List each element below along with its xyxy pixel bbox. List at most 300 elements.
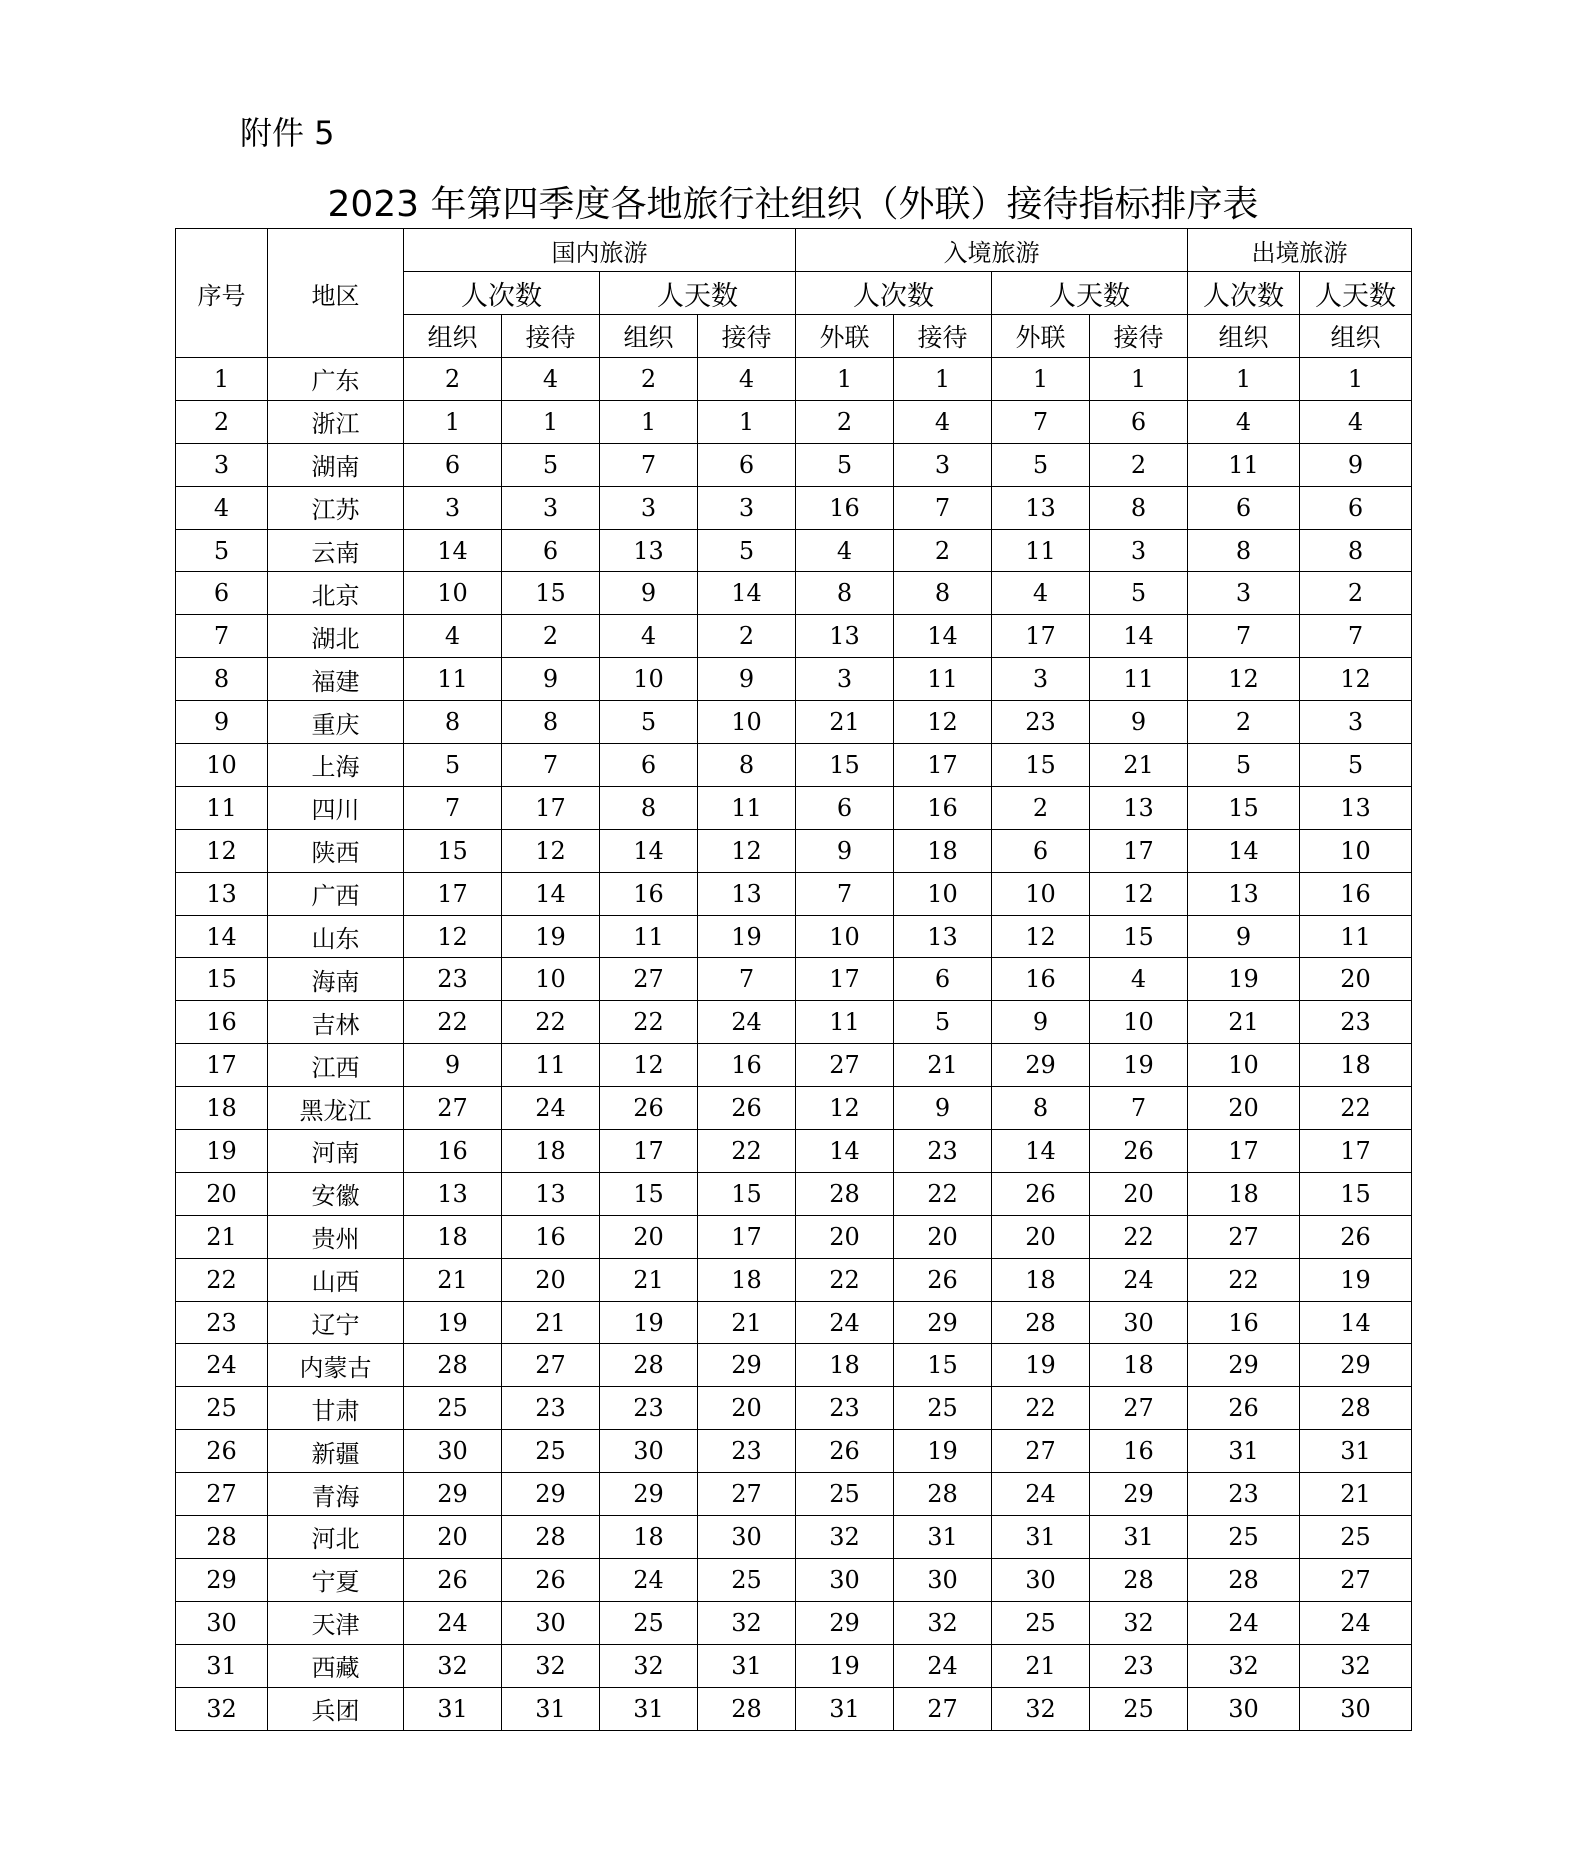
row-rank-cell: 5 — [992, 443, 1090, 486]
row-region-cell: 陕西 — [268, 829, 404, 872]
row-rank-cell: 31 — [1300, 1430, 1412, 1473]
row-region-cell: 山西 — [268, 1258, 404, 1301]
row-region-cell: 青海 — [268, 1473, 404, 1516]
row-rank-cell: 29 — [698, 1344, 796, 1387]
row-rank-cell: 12 — [1090, 872, 1188, 915]
row-rank-cell: 5 — [698, 529, 796, 572]
header-seq: 序号 — [176, 229, 268, 358]
table-row — [176, 1430, 1412, 1473]
row-rank-cell: 29 — [600, 1473, 698, 1516]
table-body — [176, 358, 1412, 1731]
row-rank-cell: 11 — [600, 915, 698, 958]
row-rank-cell: 5 — [894, 1001, 992, 1044]
row-rank-cell: 18 — [894, 829, 992, 872]
row-rank-cell: 26 — [1188, 1387, 1300, 1430]
row-rank-cell: 25 — [698, 1558, 796, 1601]
header-domestic-person-times: 人次数 — [404, 272, 600, 315]
row-rank-cell: 27 — [796, 1044, 894, 1087]
row-rank-cell: 11 — [1188, 443, 1300, 486]
row-region-cell: 宁夏 — [268, 1558, 404, 1601]
row-rank-cell: 3 — [992, 658, 1090, 701]
row-rank-cell: 16 — [992, 958, 1090, 1001]
table-row — [176, 829, 1412, 872]
row-rank-cell: 12 — [502, 829, 600, 872]
row-seq-cell: 25 — [176, 1387, 268, 1430]
row-rank-cell: 2 — [992, 786, 1090, 829]
table-row — [176, 701, 1412, 744]
row-rank-cell: 29 — [502, 1473, 600, 1516]
row-rank-cell: 9 — [992, 1001, 1090, 1044]
row-seq-cell: 27 — [176, 1473, 268, 1516]
row-rank-cell: 2 — [1188, 701, 1300, 744]
row-rank-cell: 25 — [894, 1387, 992, 1430]
header-outbound-person-days: 人天数 — [1300, 272, 1412, 315]
row-rank-cell: 4 — [1090, 958, 1188, 1001]
row-rank-cell: 27 — [1188, 1215, 1300, 1258]
row-rank-cell: 32 — [1300, 1644, 1412, 1687]
row-rank-cell: 21 — [698, 1301, 796, 1344]
row-rank-cell: 31 — [796, 1687, 894, 1730]
row-rank-cell: 1 — [404, 400, 502, 443]
table-row — [176, 529, 1412, 572]
row-rank-cell: 23 — [894, 1130, 992, 1173]
row-rank-cell: 32 — [796, 1516, 894, 1559]
row-rank-cell: 11 — [796, 1001, 894, 1044]
row-rank-cell: 22 — [404, 1001, 502, 1044]
row-seq-cell: 23 — [176, 1301, 268, 1344]
row-rank-cell: 16 — [502, 1215, 600, 1258]
row-rank-cell: 3 — [1188, 572, 1300, 615]
row-seq-cell: 17 — [176, 1044, 268, 1087]
row-rank-cell: 24 — [992, 1473, 1090, 1516]
row-rank-cell: 25 — [1188, 1516, 1300, 1559]
row-rank-cell: 6 — [502, 529, 600, 572]
row-seq-cell: 26 — [176, 1430, 268, 1473]
row-rank-cell: 3 — [1090, 529, 1188, 572]
row-rank-cell: 27 — [698, 1473, 796, 1516]
row-rank-cell: 28 — [894, 1473, 992, 1516]
row-rank-cell: 21 — [1188, 1001, 1300, 1044]
row-rank-cell: 20 — [796, 1215, 894, 1258]
table-row — [176, 1044, 1412, 1087]
row-rank-cell: 26 — [796, 1430, 894, 1473]
row-rank-cell: 30 — [1188, 1687, 1300, 1730]
header-inbound-days-external: 外联 — [992, 315, 1090, 358]
row-rank-cell: 14 — [796, 1130, 894, 1173]
row-rank-cell: 13 — [894, 915, 992, 958]
row-rank-cell: 8 — [1188, 529, 1300, 572]
row-rank-cell: 21 — [992, 1644, 1090, 1687]
row-rank-cell: 12 — [1188, 658, 1300, 701]
row-rank-cell: 15 — [502, 572, 600, 615]
table-row — [176, 958, 1412, 1001]
row-rank-cell: 20 — [992, 1215, 1090, 1258]
table-row — [176, 572, 1412, 615]
row-rank-cell: 32 — [502, 1644, 600, 1687]
row-rank-cell: 30 — [404, 1430, 502, 1473]
table-row — [176, 1258, 1412, 1301]
row-region-cell: 广东 — [268, 358, 404, 401]
row-rank-cell: 3 — [1300, 701, 1412, 744]
row-rank-cell: 5 — [404, 744, 502, 787]
row-region-cell: 天津 — [268, 1601, 404, 1644]
row-rank-cell: 16 — [404, 1130, 502, 1173]
row-rank-cell: 29 — [404, 1473, 502, 1516]
row-rank-cell: 25 — [1090, 1687, 1188, 1730]
row-seq-cell: 12 — [176, 829, 268, 872]
table-row — [176, 1087, 1412, 1130]
row-rank-cell: 1 — [698, 400, 796, 443]
row-rank-cell: 6 — [404, 443, 502, 486]
row-rank-cell: 8 — [992, 1087, 1090, 1130]
row-rank-cell: 3 — [404, 486, 502, 529]
row-rank-cell: 8 — [1090, 486, 1188, 529]
row-rank-cell: 31 — [502, 1687, 600, 1730]
row-rank-cell: 2 — [600, 358, 698, 401]
row-rank-cell: 20 — [502, 1258, 600, 1301]
row-rank-cell: 22 — [1090, 1215, 1188, 1258]
row-region-cell: 上海 — [268, 744, 404, 787]
row-rank-cell: 15 — [1090, 915, 1188, 958]
row-rank-cell: 27 — [404, 1087, 502, 1130]
row-rank-cell: 22 — [1300, 1087, 1412, 1130]
row-rank-cell: 23 — [796, 1387, 894, 1430]
row-rank-cell: 2 — [796, 400, 894, 443]
row-seq-cell: 5 — [176, 529, 268, 572]
row-rank-cell: 18 — [1090, 1344, 1188, 1387]
header-inbound-person-times: 人次数 — [796, 272, 992, 315]
row-rank-cell: 21 — [404, 1258, 502, 1301]
row-rank-cell: 27 — [992, 1430, 1090, 1473]
row-rank-cell: 3 — [502, 486, 600, 529]
row-region-cell: 甘肃 — [268, 1387, 404, 1430]
row-region-cell: 湖北 — [268, 615, 404, 658]
row-seq-cell: 29 — [176, 1558, 268, 1601]
row-rank-cell: 24 — [894, 1644, 992, 1687]
row-rank-cell: 4 — [698, 358, 796, 401]
row-rank-cell: 5 — [1090, 572, 1188, 615]
row-rank-cell: 30 — [698, 1516, 796, 1559]
table-row — [176, 872, 1412, 915]
row-seq-cell: 13 — [176, 872, 268, 915]
row-rank-cell: 13 — [698, 872, 796, 915]
table-row — [176, 1215, 1412, 1258]
row-rank-cell: 16 — [796, 486, 894, 529]
header-domestic-days-receive: 接待 — [698, 315, 796, 358]
table-row — [176, 358, 1412, 401]
row-rank-cell: 13 — [796, 615, 894, 658]
row-rank-cell: 19 — [1188, 958, 1300, 1001]
row-rank-cell: 24 — [404, 1601, 502, 1644]
row-rank-cell: 17 — [894, 744, 992, 787]
row-rank-cell: 22 — [698, 1130, 796, 1173]
row-rank-cell: 10 — [894, 872, 992, 915]
table-row — [176, 1558, 1412, 1601]
table-row — [176, 915, 1412, 958]
row-rank-cell: 12 — [698, 829, 796, 872]
row-rank-cell: 28 — [1188, 1558, 1300, 1601]
row-rank-cell: 6 — [894, 958, 992, 1001]
row-rank-cell: 28 — [992, 1301, 1090, 1344]
row-rank-cell: 28 — [1090, 1558, 1188, 1601]
row-rank-cell: 20 — [404, 1516, 502, 1559]
header-region: 地区 — [268, 229, 404, 358]
row-rank-cell: 31 — [600, 1687, 698, 1730]
row-rank-cell: 21 — [1090, 744, 1188, 787]
row-region-cell: 黑龙江 — [268, 1087, 404, 1130]
row-rank-cell: 4 — [796, 529, 894, 572]
row-rank-cell: 25 — [502, 1430, 600, 1473]
row-rank-cell: 6 — [600, 744, 698, 787]
row-rank-cell: 4 — [502, 358, 600, 401]
row-rank-cell: 7 — [404, 786, 502, 829]
row-rank-cell: 12 — [992, 915, 1090, 958]
row-rank-cell: 29 — [1300, 1344, 1412, 1387]
row-rank-cell: 1 — [894, 358, 992, 401]
row-rank-cell: 9 — [796, 829, 894, 872]
row-seq-cell: 32 — [176, 1687, 268, 1730]
row-rank-cell: 7 — [502, 744, 600, 787]
row-rank-cell: 30 — [600, 1430, 698, 1473]
row-region-cell: 云南 — [268, 529, 404, 572]
row-rank-cell: 7 — [698, 958, 796, 1001]
table-row — [176, 1516, 1412, 1559]
row-rank-cell: 12 — [1300, 658, 1412, 701]
header-domestic: 国内旅游 — [404, 229, 796, 272]
row-rank-cell: 15 — [992, 744, 1090, 787]
row-seq-cell: 30 — [176, 1601, 268, 1644]
row-rank-cell: 7 — [600, 443, 698, 486]
row-rank-cell: 7 — [992, 400, 1090, 443]
row-rank-cell: 10 — [698, 701, 796, 744]
row-rank-cell: 15 — [698, 1172, 796, 1215]
row-rank-cell: 24 — [796, 1301, 894, 1344]
row-seq-cell: 20 — [176, 1172, 268, 1215]
row-rank-cell: 14 — [1188, 829, 1300, 872]
row-rank-cell: 18 — [404, 1215, 502, 1258]
row-rank-cell: 27 — [894, 1687, 992, 1730]
row-region-cell: 贵州 — [268, 1215, 404, 1258]
row-rank-cell: 24 — [1300, 1601, 1412, 1644]
row-seq-cell: 7 — [176, 615, 268, 658]
row-rank-cell: 10 — [1090, 1001, 1188, 1044]
row-rank-cell: 30 — [992, 1558, 1090, 1601]
row-rank-cell: 30 — [796, 1558, 894, 1601]
row-seq-cell: 10 — [176, 744, 268, 787]
row-rank-cell: 21 — [796, 701, 894, 744]
row-rank-cell: 7 — [1300, 615, 1412, 658]
row-rank-cell: 17 — [404, 872, 502, 915]
row-rank-cell: 2 — [404, 358, 502, 401]
row-rank-cell: 25 — [992, 1601, 1090, 1644]
row-rank-cell: 14 — [992, 1130, 1090, 1173]
row-rank-cell: 18 — [1188, 1172, 1300, 1215]
row-seq-cell: 4 — [176, 486, 268, 529]
row-rank-cell: 22 — [502, 1001, 600, 1044]
row-rank-cell: 1 — [796, 358, 894, 401]
row-rank-cell: 14 — [1090, 615, 1188, 658]
row-rank-cell: 28 — [502, 1516, 600, 1559]
row-rank-cell: 11 — [894, 658, 992, 701]
row-rank-cell: 31 — [894, 1516, 992, 1559]
row-rank-cell: 13 — [1300, 786, 1412, 829]
row-rank-cell: 11 — [502, 1044, 600, 1087]
table-row — [176, 1473, 1412, 1516]
row-rank-cell: 30 — [894, 1558, 992, 1601]
row-rank-cell: 23 — [698, 1430, 796, 1473]
row-rank-cell: 12 — [796, 1087, 894, 1130]
row-rank-cell: 11 — [698, 786, 796, 829]
row-rank-cell: 4 — [992, 572, 1090, 615]
row-rank-cell: 30 — [502, 1601, 600, 1644]
row-region-cell: 四川 — [268, 786, 404, 829]
row-rank-cell: 30 — [1090, 1301, 1188, 1344]
row-rank-cell: 32 — [600, 1644, 698, 1687]
row-rank-cell: 17 — [1090, 829, 1188, 872]
row-rank-cell: 1 — [502, 400, 600, 443]
row-rank-cell: 23 — [1090, 1644, 1188, 1687]
row-region-cell: 北京 — [268, 572, 404, 615]
row-rank-cell: 8 — [600, 786, 698, 829]
row-rank-cell: 9 — [600, 572, 698, 615]
row-rank-cell: 7 — [1188, 615, 1300, 658]
row-rank-cell: 8 — [796, 572, 894, 615]
row-rank-cell: 21 — [894, 1044, 992, 1087]
table-row — [176, 1687, 1412, 1730]
table-row — [176, 1172, 1412, 1215]
table-row — [176, 744, 1412, 787]
row-rank-cell: 12 — [894, 701, 992, 744]
header-domestic-days-organize: 组织 — [600, 315, 698, 358]
row-rank-cell: 9 — [404, 1044, 502, 1087]
table-row — [176, 1301, 1412, 1344]
row-rank-cell: 25 — [796, 1473, 894, 1516]
row-region-cell: 江西 — [268, 1044, 404, 1087]
row-rank-cell: 2 — [1300, 572, 1412, 615]
row-rank-cell: 23 — [1188, 1473, 1300, 1516]
row-rank-cell: 23 — [600, 1387, 698, 1430]
row-rank-cell: 17 — [502, 786, 600, 829]
table-row — [176, 658, 1412, 701]
row-rank-cell: 18 — [502, 1130, 600, 1173]
row-rank-cell: 32 — [404, 1644, 502, 1687]
row-rank-cell: 5 — [796, 443, 894, 486]
row-rank-cell: 1 — [992, 358, 1090, 401]
row-rank-cell: 25 — [600, 1601, 698, 1644]
row-rank-cell: 15 — [796, 744, 894, 787]
row-rank-cell: 14 — [1300, 1301, 1412, 1344]
row-seq-cell: 14 — [176, 915, 268, 958]
row-seq-cell: 8 — [176, 658, 268, 701]
row-rank-cell: 14 — [600, 829, 698, 872]
table-row — [176, 615, 1412, 658]
row-rank-cell: 28 — [404, 1344, 502, 1387]
row-rank-cell: 24 — [698, 1001, 796, 1044]
row-rank-cell: 3 — [894, 443, 992, 486]
row-rank-cell: 13 — [404, 1172, 502, 1215]
row-rank-cell: 11 — [1300, 915, 1412, 958]
row-rank-cell: 24 — [1090, 1258, 1188, 1301]
row-rank-cell: 10 — [1188, 1044, 1300, 1087]
row-rank-cell: 31 — [404, 1687, 502, 1730]
row-rank-cell: 18 — [600, 1516, 698, 1559]
row-rank-cell: 27 — [502, 1344, 600, 1387]
row-rank-cell: 32 — [894, 1601, 992, 1644]
row-seq-cell: 2 — [176, 400, 268, 443]
row-rank-cell: 28 — [600, 1344, 698, 1387]
row-rank-cell: 15 — [600, 1172, 698, 1215]
row-rank-cell: 16 — [1188, 1301, 1300, 1344]
row-seq-cell: 22 — [176, 1258, 268, 1301]
row-rank-cell: 14 — [502, 872, 600, 915]
row-rank-cell: 29 — [796, 1601, 894, 1644]
header-inbound-days-receive: 接待 — [1090, 315, 1188, 358]
row-rank-cell: 11 — [404, 658, 502, 701]
row-rank-cell: 6 — [796, 786, 894, 829]
row-rank-cell: 12 — [404, 915, 502, 958]
row-rank-cell: 5 — [502, 443, 600, 486]
row-rank-cell: 1 — [1188, 358, 1300, 401]
row-rank-cell: 14 — [894, 615, 992, 658]
row-rank-cell: 13 — [600, 529, 698, 572]
row-rank-cell: 26 — [1090, 1130, 1188, 1173]
row-rank-cell: 9 — [502, 658, 600, 701]
table-row — [176, 786, 1412, 829]
row-rank-cell: 2 — [1090, 443, 1188, 486]
row-rank-cell: 23 — [404, 958, 502, 1001]
row-rank-cell: 11 — [1090, 658, 1188, 701]
row-region-cell: 江苏 — [268, 486, 404, 529]
row-rank-cell: 32 — [1188, 1644, 1300, 1687]
row-rank-cell: 19 — [796, 1644, 894, 1687]
row-rank-cell: 1 — [1090, 358, 1188, 401]
table-row — [176, 1601, 1412, 1644]
row-rank-cell: 3 — [698, 486, 796, 529]
table-row — [176, 443, 1412, 486]
row-rank-cell: 15 — [894, 1344, 992, 1387]
row-rank-cell: 13 — [992, 486, 1090, 529]
row-rank-cell: 22 — [1188, 1258, 1300, 1301]
row-rank-cell: 19 — [992, 1344, 1090, 1387]
row-seq-cell: 19 — [176, 1130, 268, 1173]
row-rank-cell: 3 — [600, 486, 698, 529]
row-rank-cell: 19 — [600, 1301, 698, 1344]
row-rank-cell: 6 — [1090, 400, 1188, 443]
page-title: 2023 年第四季度各地旅行社组织（外联）接待指标排序表 — [327, 184, 1259, 225]
row-rank-cell: 5 — [1300, 744, 1412, 787]
header-outbound-days-organize: 组织 — [1300, 315, 1412, 358]
table-row — [176, 1387, 1412, 1430]
row-rank-cell: 21 — [502, 1301, 600, 1344]
table-row — [176, 1344, 1412, 1387]
row-seq-cell: 11 — [176, 786, 268, 829]
row-rank-cell: 8 — [404, 701, 502, 744]
row-seq-cell: 31 — [176, 1644, 268, 1687]
row-rank-cell: 10 — [796, 915, 894, 958]
row-rank-cell: 25 — [404, 1387, 502, 1430]
row-rank-cell: 7 — [1090, 1087, 1188, 1130]
row-rank-cell: 31 — [698, 1644, 796, 1687]
header-outbound-person-times: 人次数 — [1188, 272, 1300, 315]
row-seq-cell: 16 — [176, 1001, 268, 1044]
header-inbound-times-external: 外联 — [796, 315, 894, 358]
row-rank-cell: 14 — [698, 572, 796, 615]
row-rank-cell: 4 — [404, 615, 502, 658]
row-rank-cell: 9 — [1090, 701, 1188, 744]
row-rank-cell: 10 — [1300, 829, 1412, 872]
row-rank-cell: 15 — [1300, 1172, 1412, 1215]
row-rank-cell: 21 — [600, 1258, 698, 1301]
